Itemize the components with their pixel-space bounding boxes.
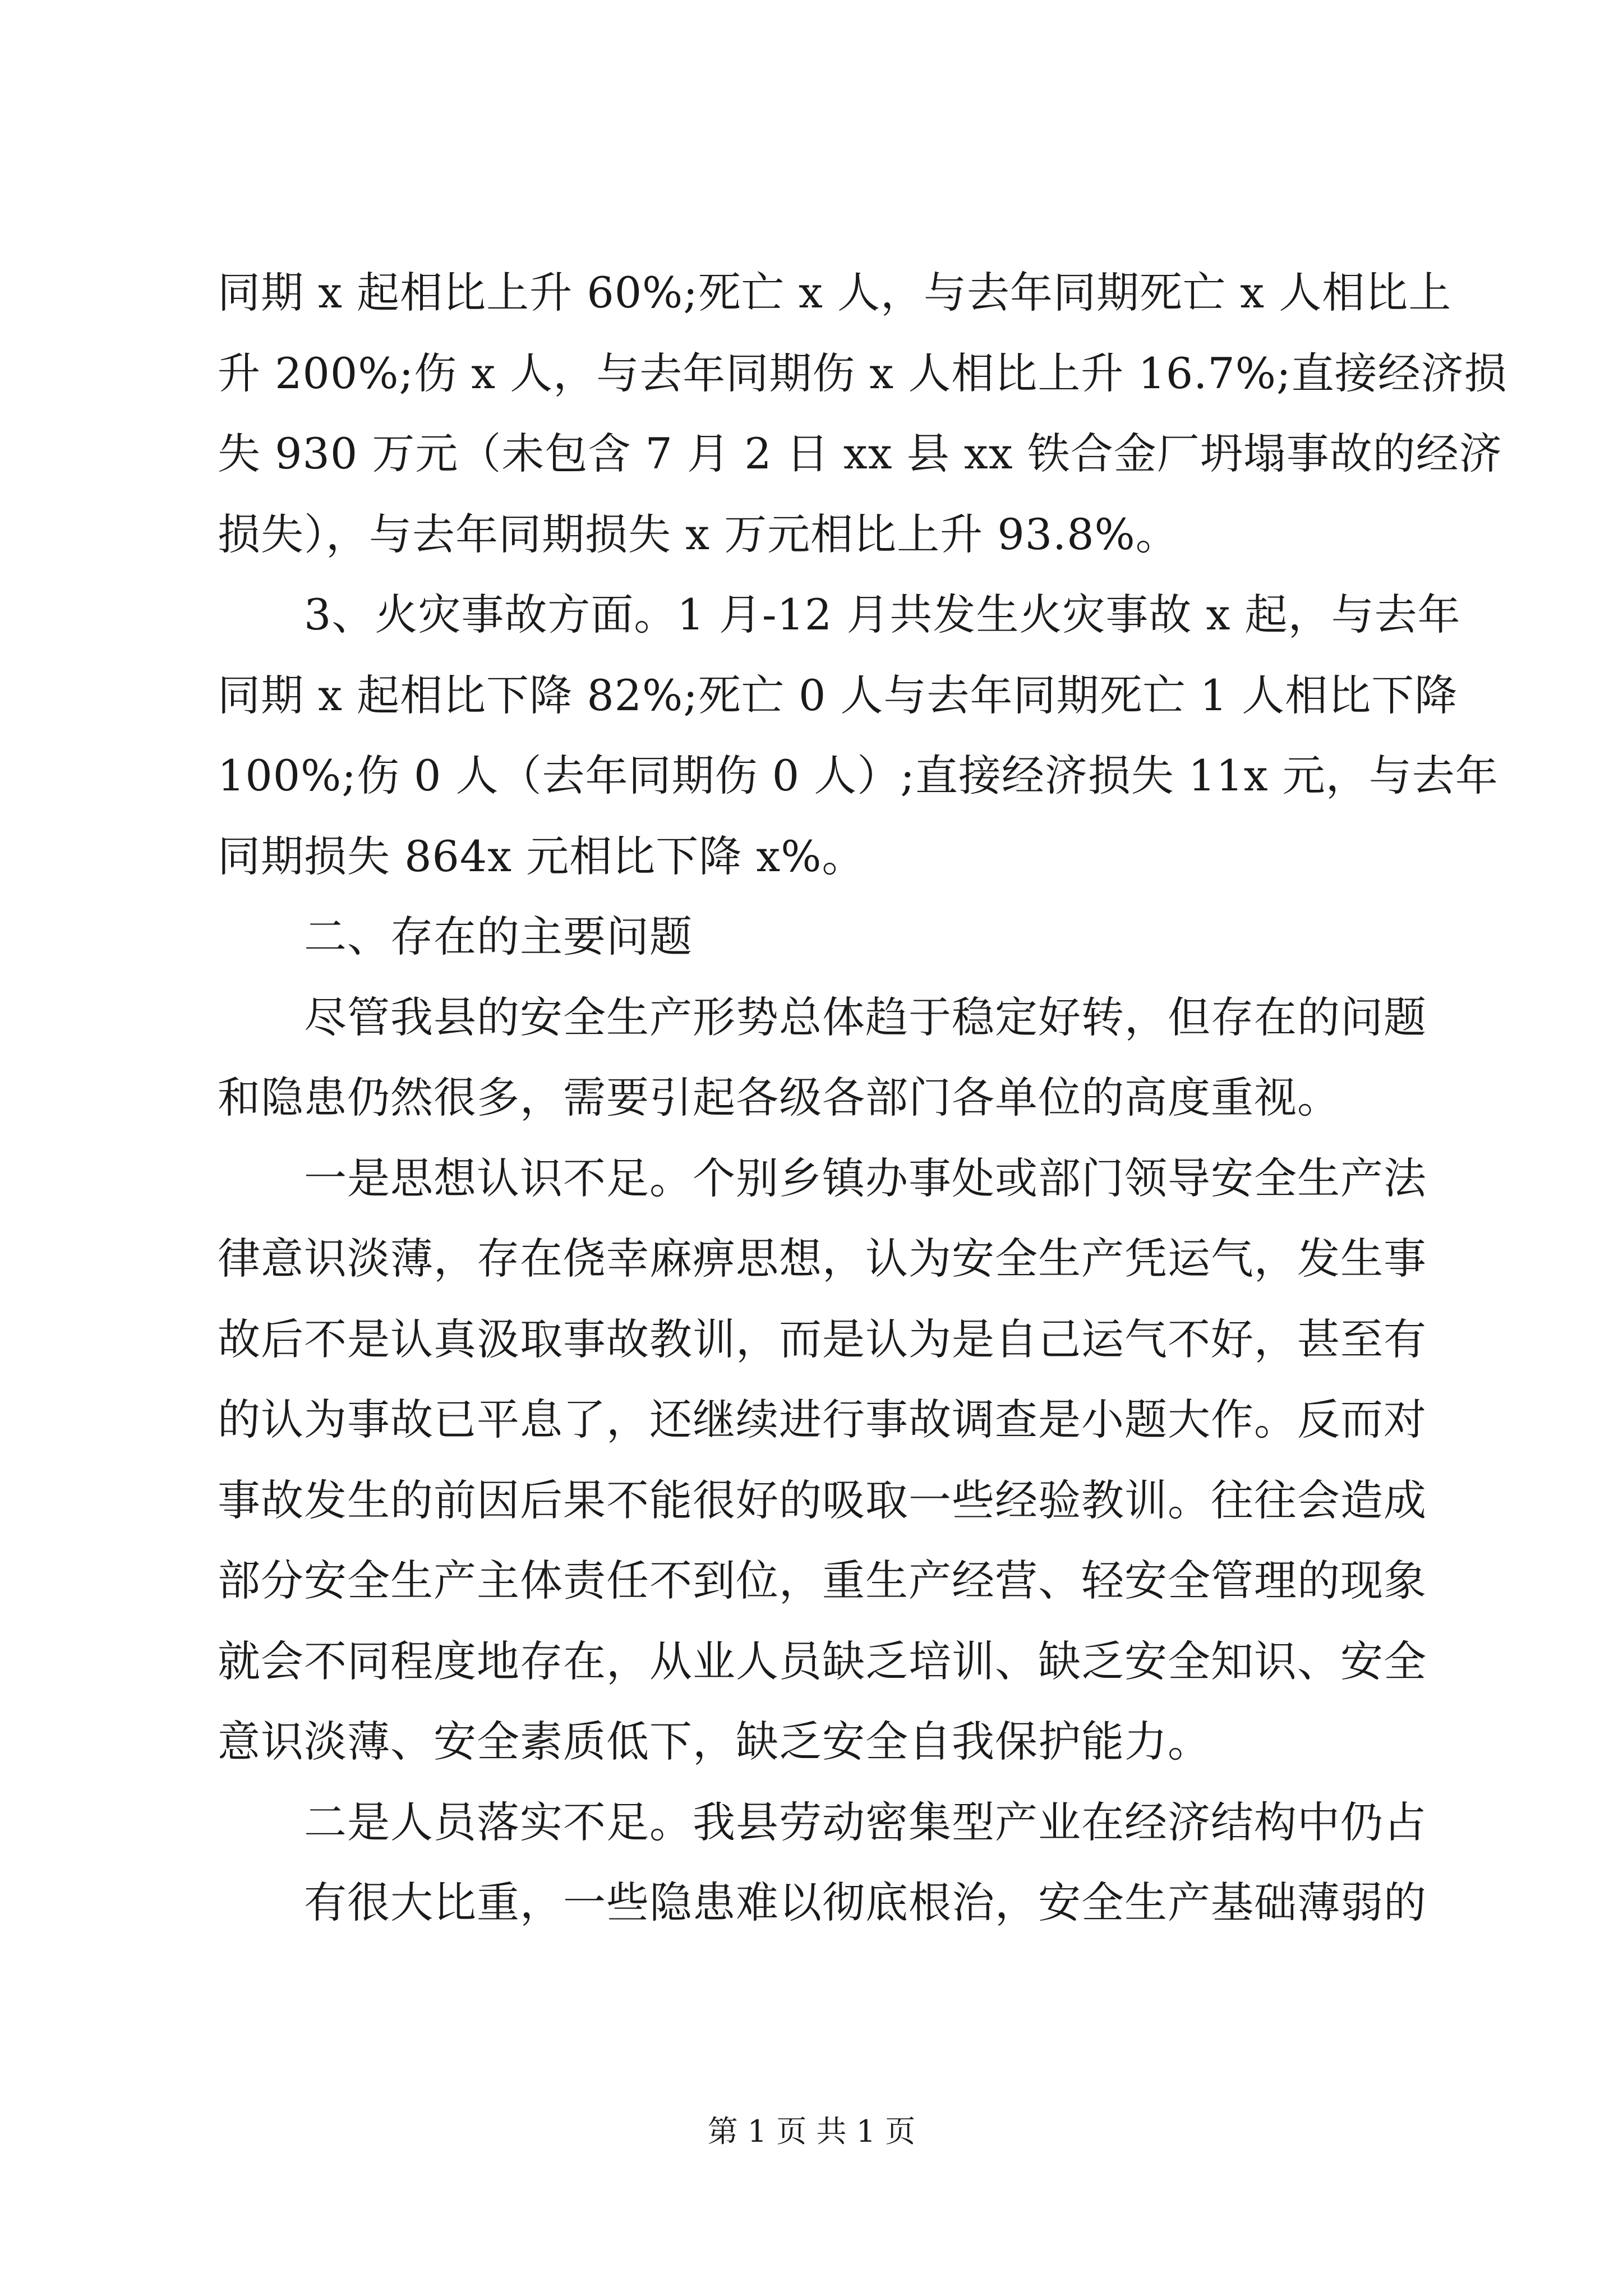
text-line: 就会不同程度地存在，从业人员缺乏培训、缺乏安全知识、安全 xyxy=(218,1636,1427,1686)
text-line: 3、火灾事故方面。1 月-12 月共发生火灾事故 x 起，与去年 xyxy=(304,590,1461,639)
text-line: 事故发生的前因后果不能很好的吸取一些经验教训。往往会造成 xyxy=(218,1475,1427,1525)
section-heading: 二、存在的主要问题 xyxy=(304,912,693,961)
text-line: 同期 x 起相比下降 82%;死亡 0 人与去年同期死亡 1 人相比下降 xyxy=(218,670,1458,720)
text-line: 的认为事故已平息了，还继续进行事故调查是小题大作。反而对 xyxy=(218,1395,1427,1444)
page-number-footer: 第 1 页 共 1 页 xyxy=(707,2114,916,2149)
text-line: 同期 x 起相比上升 60%;死亡 x 人，与去年同期死亡 x 人相比上 xyxy=(218,268,1452,318)
text-line: 100%;伤 0 人（去年同期伤 0 人）;直接经济损失 11x 元，与去年 xyxy=(218,751,1498,800)
text-line: 一是思想认识不足。个别乡镇办事处或部门领导安全生产法 xyxy=(304,1153,1427,1203)
text-line: 同期损失 864x 元相比下降 x%。 xyxy=(218,831,865,881)
text-line: 律意识淡薄，存在侥幸麻痹思想，认为安全生产凭运气，发生事 xyxy=(218,1234,1427,1283)
text-line: 升 200%;伤 x 人，与去年同期伤 x 人相比上升 16.7%;直接经济损 xyxy=(218,348,1507,398)
text-line: 失 930 万元（未包含 7 月 2 日 xx 县 xx 铁合金厂坍塌事故的经济 xyxy=(218,429,1502,478)
text-line: 有很大比重，一些隐患难以彻底根治，安全生产基础薄弱的 xyxy=(304,1878,1427,1927)
text-line: 尽管我县的安全生产形势总体趋于稳定好转，但存在的问题 xyxy=(304,992,1427,1042)
text-line: 故后不是认真汲取事故教训，而是认为是自己运气不好，甚至有 xyxy=(218,1314,1427,1364)
document-body xyxy=(218,252,1507,1943)
text-line: 意识淡薄、安全素质低下，缺乏安全自我保护能力。 xyxy=(218,1717,1211,1766)
text-line: 损失），与去年同期损失 x 万元相比上升 93.8%。 xyxy=(218,509,1179,559)
text-line: 和隐患仍然很多，需要引起各级各部门各单位的高度重视。 xyxy=(218,1073,1340,1122)
text-line: 部分安全生产主体责任不到位，重生产经营、轻安全管理的现象 xyxy=(218,1556,1427,1605)
text-line: 二是人员落实不足。我县劳动密集型产业在经济结构中仍占 xyxy=(304,1797,1427,1847)
